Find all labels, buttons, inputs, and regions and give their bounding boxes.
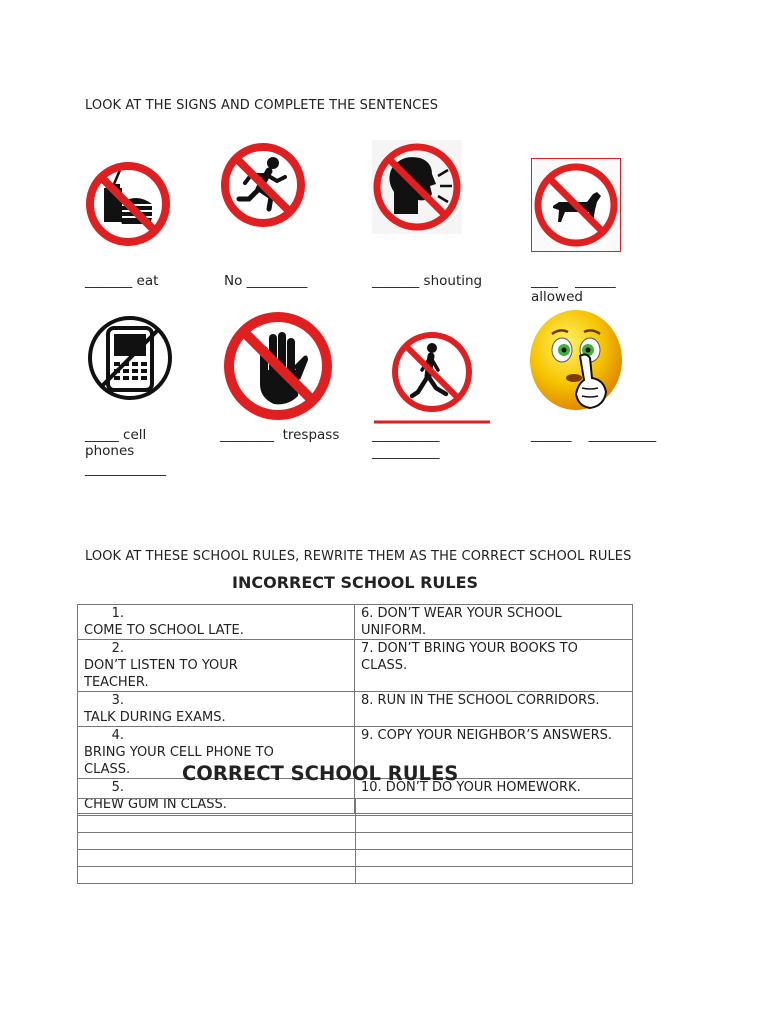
no-trespassing-sign (222, 310, 334, 422)
answer-cell[interactable] (78, 799, 356, 816)
rule-number: 1. (111, 606, 124, 621)
rule-text: 7. DON’T BRING YOUR BOOKS TO CLASS. (361, 641, 578, 673)
rule-number: 2. (111, 641, 124, 656)
caption-1: _______ eat (85, 273, 159, 289)
answer-cell[interactable] (356, 816, 633, 833)
table-row (78, 640, 633, 692)
correct-rules-title: CORRECT SCHOOL RULES (182, 762, 459, 785)
rule-cell (355, 692, 633, 727)
answer-cell[interactable] (78, 850, 356, 867)
rule-text: 8. RUN IN THE SCHOOL CORRIDORS. (361, 693, 600, 708)
table-row (78, 850, 633, 867)
caption-2: No _________ (224, 273, 308, 289)
no-pedestrians-sign (374, 328, 492, 428)
answer-cell[interactable] (78, 833, 356, 850)
table-row (78, 816, 633, 833)
caption-4-line-2: allowed (531, 289, 583, 305)
answer-cell[interactable] (356, 833, 633, 850)
table-row (78, 692, 633, 727)
rule-cell (355, 605, 633, 640)
answer-cell[interactable] (356, 799, 633, 816)
no-shouting-sign (372, 140, 462, 234)
rule-text: 6. DON’T WEAR YOUR SCHOOL UNIFORM. (361, 606, 562, 638)
rule-cell (355, 640, 633, 692)
caption-4-line-1: ____ ______ (531, 273, 616, 289)
no-food-sign (84, 160, 172, 248)
rule-text: 9. COPY YOUR NEIGHBOR’S ANSWERS. (361, 728, 613, 743)
caption-7-line-2: __________ (372, 444, 440, 460)
rule-cell (78, 605, 355, 640)
caption-8: ______ __________ (531, 427, 657, 443)
rule-text: DON’T LISTEN TO YOUR TEACHER. (84, 658, 238, 690)
answer-cell[interactable] (356, 867, 633, 884)
rule-text: TALK DURING EXAMS. (84, 710, 226, 725)
no-dogs-sign (531, 158, 621, 252)
table-row (78, 833, 633, 850)
rule-cell (78, 640, 355, 692)
caption-5-line-1: _____ cell (85, 427, 147, 443)
no-running-sign (219, 141, 307, 229)
answer-cell[interactable] (356, 850, 633, 867)
caption-5-line-2: phones (85, 443, 135, 459)
table-row (78, 605, 633, 640)
caption-5-line-3: ____________ (85, 461, 166, 477)
rule-number: 5. (111, 780, 124, 795)
answer-cell[interactable] (78, 816, 356, 833)
rule-text: BRING YOUR CELL PHONE TO CLASS. (84, 745, 274, 777)
be-quiet-emoji (528, 308, 628, 418)
incorrect-rules-title: INCORRECT SCHOOL RULES (232, 573, 479, 592)
table-row (78, 799, 633, 816)
signs-instruction: LOOK AT THE SIGNS AND COMPLETE THE SENTENCES (85, 98, 439, 113)
answer-cell[interactable] (78, 867, 356, 884)
rule-number: 4. (111, 728, 124, 743)
rule-number: 3. (111, 693, 124, 708)
no-cell-phones-sign (86, 314, 174, 402)
rule-text: COME TO SCHOOL LATE. (84, 623, 244, 638)
caption-3: _______ shouting (372, 273, 483, 289)
rule-text: 10. DON’T DO YOUR HOMEWORK. (361, 780, 581, 795)
rule-cell (78, 692, 355, 727)
rule-text: CHEW GUM IN CLASS. (84, 797, 227, 812)
caption-6: ________ trespass (220, 427, 340, 443)
rules-instruction: LOOK AT THESE SCHOOL RULES, REWRITE THEM AS THE CORRECT SCHOOL RULES (85, 549, 632, 564)
correct-rules-table (77, 798, 633, 884)
table-row (78, 867, 633, 884)
caption-7-line-1: __________ (372, 427, 440, 443)
